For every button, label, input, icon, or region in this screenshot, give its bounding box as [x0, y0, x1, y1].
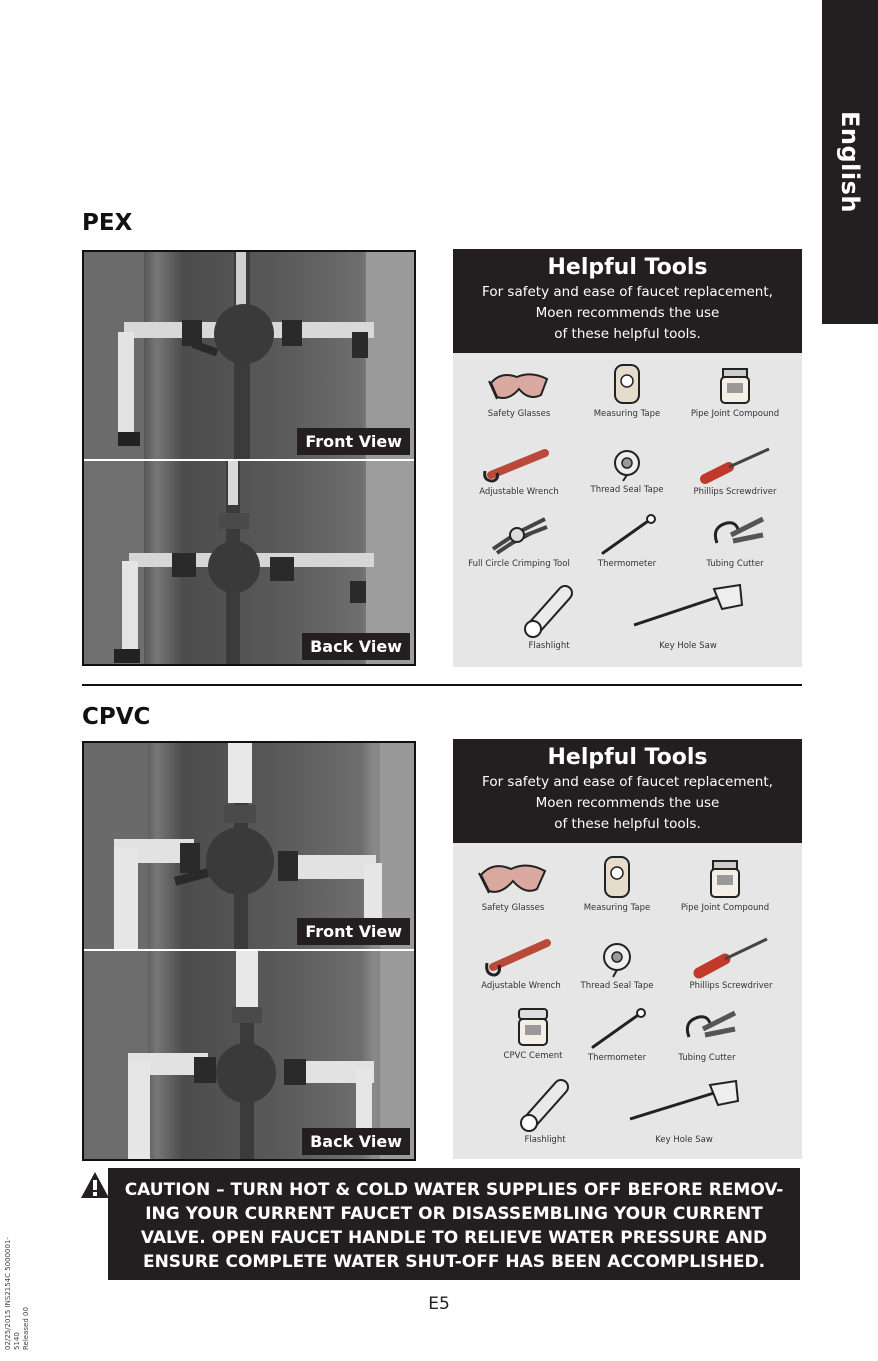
caution-line-3: VALVE. OPEN FAUCET HANDLE TO RELIEVE WATER PRESSURE AND [140, 1228, 768, 1248]
section-divider [82, 684, 802, 686]
tool-label: Phillips Screwdriver [689, 981, 773, 991]
seal-tape-icon [607, 447, 647, 483]
compound-jar-icon [707, 859, 743, 901]
flashlight-icon [515, 1075, 575, 1133]
pex-tools-panel [453, 249, 802, 667]
cpvc-tools-title: Helpful Tools [547, 745, 708, 770]
cpvc-tools-sub-3: of these helpful tools. [554, 816, 701, 832]
pex-tools-grid [453, 353, 802, 665]
pex-tools-title: Helpful Tools [547, 255, 708, 280]
tool-thermometer [567, 513, 687, 569]
tool-label: Adjustable Wrench [479, 487, 559, 497]
tubing-cutter-icon [703, 513, 767, 557]
tool-key-hole-saw [609, 1075, 759, 1145]
tool-phillips-screwdriver [675, 445, 795, 497]
compound-jar-icon [717, 367, 753, 407]
caution-line-2: ING YOUR CURRENT FAUCET OR DISASSEMBLING YOUR CURRENT [145, 1204, 763, 1224]
pex-front-view-label: Front View [297, 428, 410, 455]
measuring-tape-icon [597, 855, 637, 901]
cpvc-front-view-photo [84, 743, 414, 949]
tool-label: Thermometer [587, 1053, 647, 1063]
cpvc-tools-grid [453, 843, 802, 1155]
tool-measuring-tape [567, 363, 687, 419]
flashlight-icon [519, 579, 579, 639]
tool-label: Pipe Joint Compound [680, 903, 770, 913]
pex-back-view-photo [84, 459, 414, 664]
tool-label: Adjustable Wrench [481, 981, 561, 991]
tool-label: Thermometer [597, 559, 657, 569]
tool-label: Key Hole Saw [659, 641, 717, 651]
tool-label: Flashlight [524, 1135, 566, 1145]
tool-label: Pipe Joint Compound [690, 409, 780, 419]
seal-tape-icon [597, 939, 637, 979]
cpvc-tools-sub-2: Moen recommends the use [535, 795, 720, 811]
tubing-cutter-icon [675, 1007, 739, 1051]
cpvc-front-view-label: Front View [297, 918, 410, 945]
measuring-tape-icon [607, 363, 647, 407]
tool-crimping [459, 513, 579, 569]
crimping-tool-icon [487, 513, 551, 557]
tool-label: Measuring Tape [583, 903, 651, 913]
caution-line-1: CAUTION – TURN HOT & COLD WATER SUPPLIES OFF BEFORE REMOV- [124, 1180, 784, 1200]
thermometer-icon [597, 513, 657, 557]
tool-thread-seal-tape [567, 447, 687, 495]
side-code-line-2: Released 00 [22, 1307, 30, 1350]
cpvc-back-view-photo [84, 949, 414, 1159]
tool-tubing-cutter [675, 513, 795, 569]
tool-label: Tubing Cutter [706, 559, 764, 569]
pex-photo-frame [82, 250, 416, 666]
screwdriver-icon [689, 935, 773, 979]
cpvc-tools-header [453, 739, 802, 843]
caution-line-4: ENSURE COMPLETE WATER SHUT-OFF HAS BEEN ACCOMPLISHED. [142, 1252, 766, 1272]
tool-pipe-joint-compound [675, 367, 795, 419]
language-tab-label: English [836, 111, 865, 213]
safety-glasses-icon [487, 367, 551, 407]
pex-back-view-label: Back View [302, 633, 410, 660]
tool-measuring-tape [557, 855, 677, 913]
warning-icon [80, 1170, 110, 1200]
pex-tools-header [453, 249, 802, 353]
tool-flashlight [489, 579, 609, 651]
tool-label: Thread Seal Tape [590, 485, 664, 495]
tool-label: Thread Seal Tape [580, 981, 654, 991]
page-number: E5 [428, 1294, 450, 1314]
caution-box [108, 1168, 800, 1280]
wrench-icon [481, 935, 561, 979]
section-title-pex: PEX [82, 210, 133, 236]
tool-label: Key Hole Saw [655, 1135, 713, 1145]
pex-tools-sub-2: Moen recommends the use [535, 305, 720, 321]
side-code [4, 1230, 31, 1350]
wrench-icon [479, 445, 559, 485]
cpvc-tools-panel [453, 739, 802, 1159]
tool-adjustable-wrench [459, 445, 579, 497]
key-hole-saw-icon [624, 1075, 744, 1133]
tool-label: Tubing Cutter [678, 1053, 736, 1063]
language-tab [822, 0, 878, 324]
safety-glasses-icon [477, 857, 549, 901]
cpvc-tools-sub-1: For safety and ease of faucet replacement, [482, 774, 773, 790]
pex-tools-sub-3: of these helpful tools. [554, 326, 701, 342]
tool-label: Full Circle Crimping Tool [468, 559, 570, 569]
pex-front-view-photo [84, 252, 414, 459]
cpvc-back-view-label: Back View [302, 1128, 410, 1155]
tool-key-hole-saw [613, 579, 763, 651]
tool-safety-glasses [453, 857, 573, 913]
tool-pipe-joint-compound [665, 859, 785, 913]
tool-phillips-screwdriver [671, 935, 791, 991]
cement-can-icon [515, 1007, 551, 1049]
screwdriver-icon [695, 445, 775, 485]
thermometer-icon [587, 1007, 647, 1051]
tool-label: Phillips Screwdriver [693, 487, 777, 497]
tool-tubing-cutter [647, 1007, 767, 1063]
section-title-cpvc: CPVC [82, 704, 151, 730]
tool-label: CPVC Cement [503, 1051, 563, 1061]
side-code-line-1: 02/25/2015 INS2154C 5000001-5140 [4, 1237, 21, 1350]
key-hole-saw-icon [628, 579, 748, 639]
tool-label: Safety Glasses [481, 903, 545, 913]
tool-thread-seal-tape [557, 939, 677, 991]
tool-label: Measuring Tape [593, 409, 661, 419]
tool-flashlight [485, 1075, 605, 1145]
pex-tools-sub-1: For safety and ease of faucet replacement, [482, 284, 773, 300]
tool-label: Safety Glasses [487, 409, 551, 419]
cpvc-photo-frame [82, 741, 416, 1161]
tool-safety-glasses [459, 367, 579, 419]
tool-label: Flashlight [528, 641, 570, 651]
